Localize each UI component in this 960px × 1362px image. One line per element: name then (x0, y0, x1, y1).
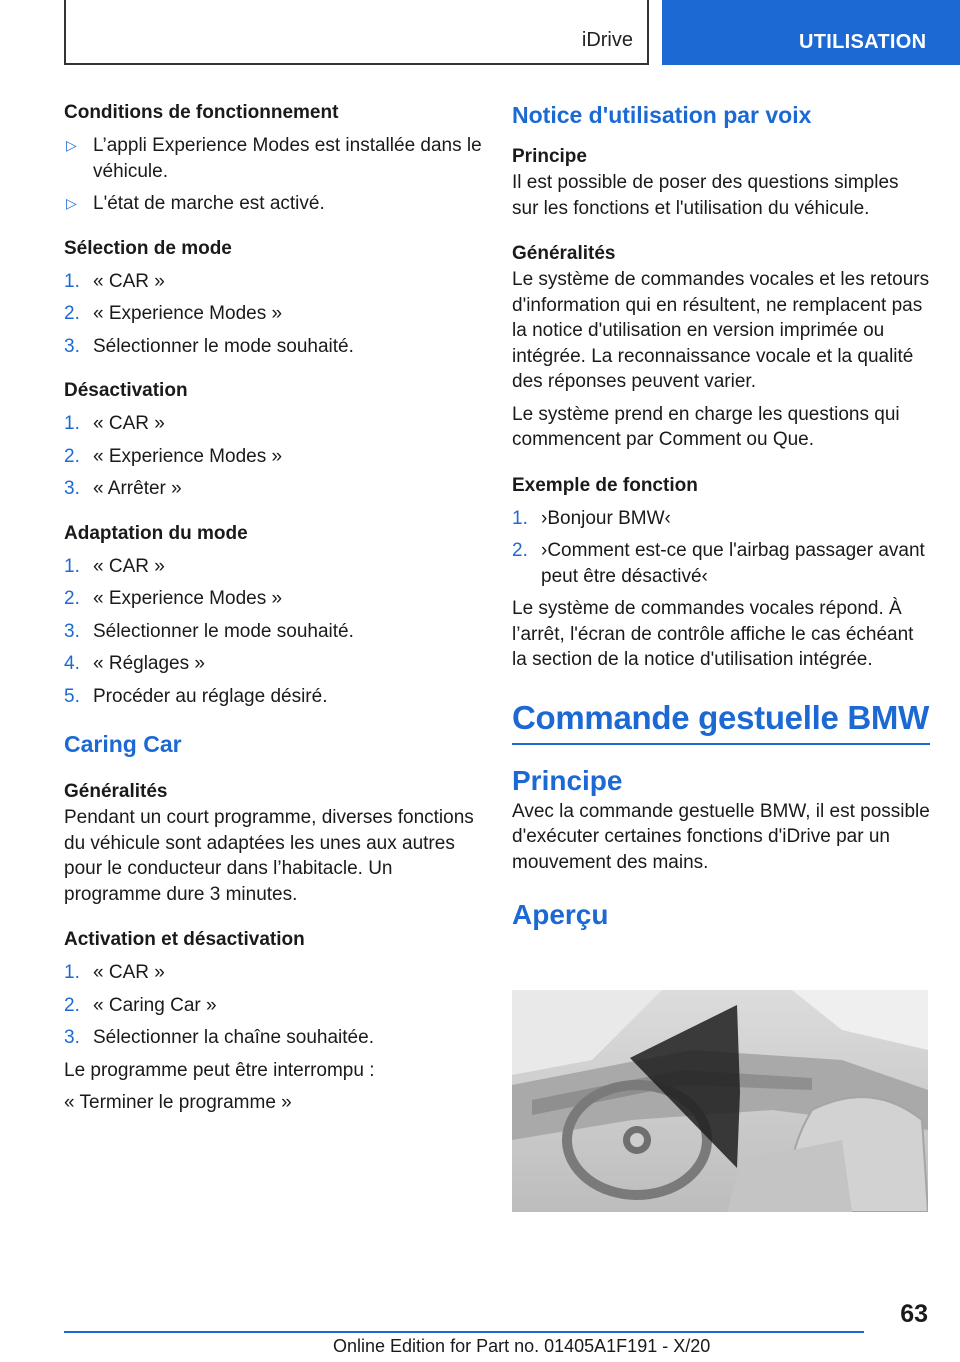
list-item: 1. « CAR » (64, 962, 165, 983)
list-item: 3. Sélectionner le mode souhaité. (64, 620, 354, 642)
list-item: ▷ L’appli Experience Modes est installée dans le véhicule. (66, 135, 482, 182)
example-heading: Exemple de fonction (512, 474, 698, 496)
interrupt-command: « Terminer le programme » (64, 1092, 292, 1113)
list-item: 2. ›Comment est-ce que l'airbag passager avant peut être désactivé‹ (512, 540, 925, 587)
voice-general-heading: Généralités (512, 243, 616, 264)
voice-general-text-2: Le système prend en charge les questions qui commencent par Comment ou Que. (512, 403, 900, 450)
overview-heading: Aperçu (512, 899, 609, 930)
list-item: 2. « Experience Modes » (64, 303, 283, 324)
deactivation-steps (64, 411, 484, 502)
left-column (64, 100, 484, 1116)
gesture-principle-text: Avec la commande gestuelle BMW, il est possible d'exécuter certaines fonctions d'iDrive par un mouvement des mains. (512, 800, 930, 873)
list-item: 1. « CAR » (64, 270, 165, 292)
voice-principle-heading: Principe (512, 146, 587, 167)
activation-heading: Activation et désactivation (64, 929, 305, 950)
list-item: 5. Procéder au réglage désiré. (64, 685, 328, 707)
right-column (512, 100, 930, 933)
voice-heading: Notice d'utilisation par voix (512, 102, 812, 128)
list-item: 1. ›Bonjour BMW‹ (512, 507, 671, 529)
caring-general-heading: Généralités (64, 781, 168, 802)
gesture-heading: Commande gestuelle BMW (512, 697, 930, 745)
list-item: 2. « Experience Modes » (64, 445, 283, 467)
caring-general-text: Pendant un court programme, diverses fonctions du véhicule sont adaptées les unes aux autres pour le conducteur dans l’habitacle. Un programme dure 3 minutes. (64, 807, 474, 905)
conditions-list (64, 133, 484, 217)
list-item: 2. « Caring Car » (64, 994, 217, 1016)
list-item: 3. Sélectionner la chaîne souhaitée. (64, 1027, 374, 1048)
selection-heading: Sélection de mode (64, 237, 232, 259)
interrupt-text: Le programme peut être interrompu : (64, 1059, 375, 1081)
header-section-label: iDrive (581, 29, 633, 51)
footer-rule (64, 1331, 864, 1333)
edition-label: Online Edition for Part no. 01405A1F191 - X/20 (333, 1336, 711, 1356)
gesture-principle-heading: Principe (512, 764, 623, 796)
header-chapter-label: UTILISATION (799, 31, 927, 53)
deactivation-heading: Désactivation (64, 380, 188, 401)
list-item: 1. « CAR » (64, 413, 165, 434)
header-section-box (64, 0, 649, 65)
page-number: 63 (900, 1300, 928, 1328)
list-item: 2. « Experience Modes » (64, 588, 283, 609)
list-item: 4. « Réglages » (64, 653, 205, 674)
voice-principle-text: Il est possible de poser des questions simples sur les fonctions et l'utilisation du véhicule. (512, 172, 899, 219)
caring-car-heading: Caring Car (64, 731, 182, 757)
triangle-bullet-icon: ▷ (66, 137, 77, 153)
selection-steps (64, 269, 484, 360)
adaptation-steps (64, 554, 484, 710)
list-item: 3. Sélectionner le mode souhaité. (64, 335, 354, 357)
example-steps (512, 506, 930, 590)
list-item: 1. « CAR » (64, 555, 165, 577)
triangle-bullet-icon: ▷ (66, 195, 77, 211)
list-item: ▷ L'état de marche est activé. (64, 191, 484, 217)
adaptation-heading: Adaptation du mode (64, 522, 248, 544)
conditions-heading: Conditions de fonctionnement (64, 102, 339, 123)
voice-general-text-1: Le système de commandes vocales et les retours d'information qui en résultent, ne remplacent pas la notice d'utilisation en version imprimée ou intégrée. La reconnaissance vocale et la qualité des réponses peuvent varier. (512, 269, 930, 392)
list-item: 3. « Arrêter » (64, 478, 182, 499)
example-result-text: Le système de commandes vocales répond. À l’arrêt, l'écran de contrôle affiche le cas échéant la section de la notice d'utilisation intégrée. (512, 598, 914, 670)
header-chapter-tab (662, 0, 960, 65)
activation-steps (64, 960, 484, 1051)
gesture-zone-illustration (512, 990, 928, 1212)
